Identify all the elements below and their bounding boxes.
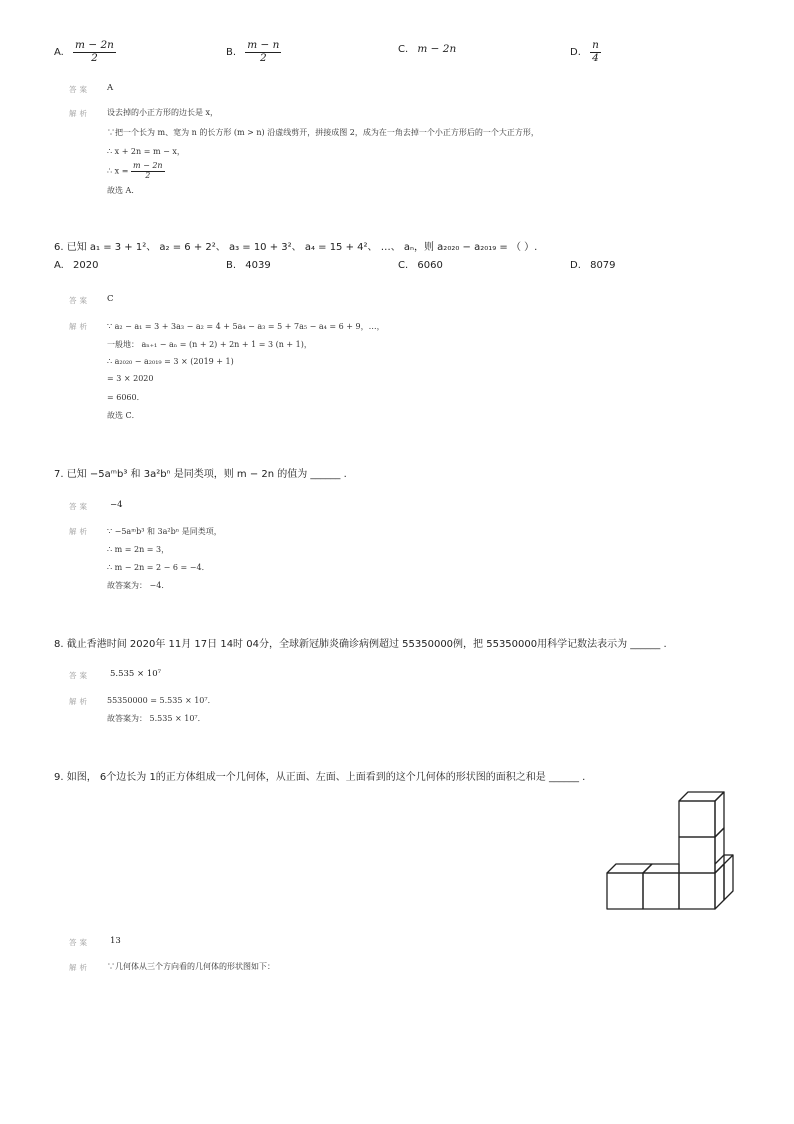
option-value: 2020 bbox=[73, 260, 99, 271]
q5-solution-line bbox=[107, 162, 165, 181]
option-value: 8079 bbox=[590, 260, 616, 271]
option-key: D. bbox=[570, 47, 581, 59]
q8-solution-line: 故答案为： 5.535 × 10⁷． bbox=[107, 714, 206, 723]
q5-option-c bbox=[398, 43, 456, 55]
denominator: 2 bbox=[145, 170, 151, 180]
denominator: 2 bbox=[91, 51, 98, 64]
fraction bbox=[131, 162, 165, 181]
edge bbox=[715, 855, 724, 864]
solution-text: ∴ x = bbox=[107, 166, 129, 176]
cube-side-face bbox=[724, 855, 733, 900]
answer-label: 答案 bbox=[69, 671, 90, 680]
q6-solution-line: ∴ a₂₀₂₀ − a₂₀₁₉ = 3 × (2019 + 1) bbox=[107, 357, 234, 366]
cube-face bbox=[679, 837, 715, 873]
q9-answer: 13 bbox=[110, 936, 121, 946]
q7-answer: −4 bbox=[110, 500, 123, 510]
q7-solution-line: 故答案为： −4． bbox=[107, 581, 170, 590]
q5-solution-line: 故选 A． bbox=[107, 186, 140, 195]
q6-option-d bbox=[570, 260, 616, 271]
q7-solution-line: ∵ −5aᵐb³ 和 3a²bⁿ 是同类项， bbox=[107, 527, 222, 536]
q5-solution-line: 设去掉的小正方形的边长是 x， bbox=[107, 108, 219, 117]
numerator: m − 2n bbox=[75, 39, 114, 51]
q6-question: 6. 已知 a₁ = 3 + 1²、 a₂ = 6 + 2²、 a₃ = 10 + 3²、 a₄ = 15 + 4²、 …、 aₙ，则 a₂₀₂₀ − a₂₀₁₉ = （ ）. bbox=[54, 242, 538, 253]
q5-option-b bbox=[226, 40, 281, 64]
q8-answer: 5.535 × 10⁷ bbox=[110, 669, 162, 679]
cube-face bbox=[607, 873, 643, 909]
q6-solution-line: = 6060． bbox=[107, 393, 145, 402]
q5-answer: A bbox=[107, 83, 114, 93]
solution-label: 解析 bbox=[69, 322, 90, 331]
cube-face bbox=[679, 873, 715, 909]
option-key: D. bbox=[570, 260, 581, 271]
q6-option-c bbox=[398, 260, 443, 271]
numerator: m − 2n bbox=[132, 161, 163, 170]
option-key: B. bbox=[226, 47, 237, 59]
cube-face bbox=[643, 873, 679, 909]
solution-label: 解析 bbox=[69, 963, 90, 972]
option-key: A. bbox=[54, 47, 64, 59]
q8-question: 8. 截止香港时间 2020年 11月 17日 14时 04分，全球新冠肺炎确诊病例超过 55350000例，把 55350000用科学记数法表示为 ______ . bbox=[54, 639, 667, 650]
numerator: n bbox=[592, 39, 599, 51]
option-value: 6060 bbox=[417, 260, 443, 271]
q9-solution-line: ∵几何体从三个方向看的几何体的形状图如下： bbox=[107, 962, 275, 971]
q7-solution-line: ∴ m = 2n = 3， bbox=[107, 545, 170, 554]
q6-solution-line: ∵ a₂ − a₁ = 3 + 3a₃ − a₂ = 4 + 5a₄ − a₃ = 5 + 7a₅ − a₄ = 6 + 9，…， bbox=[107, 322, 385, 331]
q6-option-a bbox=[54, 260, 98, 271]
denominator: 2 bbox=[259, 51, 267, 64]
q8-solution-line: 55350000 = 5.535 × 10⁷． bbox=[107, 696, 216, 705]
answer-label: 答案 bbox=[69, 502, 90, 511]
cube-figure bbox=[600, 788, 740, 916]
solution-label: 解析 bbox=[69, 527, 90, 536]
cube-face bbox=[679, 801, 715, 837]
q9-question: 9. 如图， 6个边长为 1的正方体组成一个几何体，从正面、左面、上面看到的这个几何体的形状图的面积之和是 ______ . bbox=[54, 772, 586, 783]
denominator: 4 bbox=[592, 51, 599, 64]
q5-option-d bbox=[570, 40, 601, 64]
answer-label: 答案 bbox=[69, 85, 90, 94]
fraction bbox=[245, 40, 281, 64]
option-key: A. bbox=[54, 260, 64, 271]
q6-option-b bbox=[226, 260, 271, 271]
fraction bbox=[590, 40, 601, 64]
q7-question: 7. 已知 −5aᵐb³ 和 3a²bⁿ 是同类项，则 m − 2n 的值为 ______ . bbox=[54, 469, 347, 480]
q6-solution-line: = 3 × 2020 bbox=[107, 374, 154, 383]
option-key: C. bbox=[398, 44, 409, 55]
option-key: C. bbox=[398, 260, 409, 271]
answer-label: 答案 bbox=[69, 296, 90, 305]
option-value: m − 2n bbox=[417, 43, 457, 55]
answer-label: 答案 bbox=[69, 938, 90, 947]
solution-label: 解析 bbox=[69, 697, 90, 706]
cube-drawing bbox=[607, 792, 733, 909]
q5-solution-line: ∵把一个长为 m、宽为 n 的长方形 (m > n) 沿虚线剪开，拼接成图 2，成为在一角去掉一个小正方形后的一个大正方形， bbox=[107, 128, 539, 137]
fraction bbox=[73, 40, 116, 64]
q6-solution-line: 一般地： aₙ₊₁ − aₙ = (n + 2) + 2n + 1 = 3 (n + 1)， bbox=[107, 340, 312, 349]
numerator: m − n bbox=[247, 39, 280, 51]
q6-answer: C bbox=[107, 294, 114, 304]
option-value: 4039 bbox=[245, 260, 271, 271]
cube-top-face bbox=[643, 864, 679, 873]
q6-solution-line: 故选 C． bbox=[107, 411, 140, 420]
q5-solution-line: ∴ x + 2n = m − x， bbox=[107, 147, 185, 156]
solution-label: 解析 bbox=[69, 109, 90, 118]
cube-side-face bbox=[715, 864, 724, 909]
q7-solution-line: ∴ m − 2n = 2 − 6 = −4． bbox=[107, 563, 210, 572]
option-key: B. bbox=[226, 260, 237, 271]
q5-option-a bbox=[54, 40, 116, 64]
